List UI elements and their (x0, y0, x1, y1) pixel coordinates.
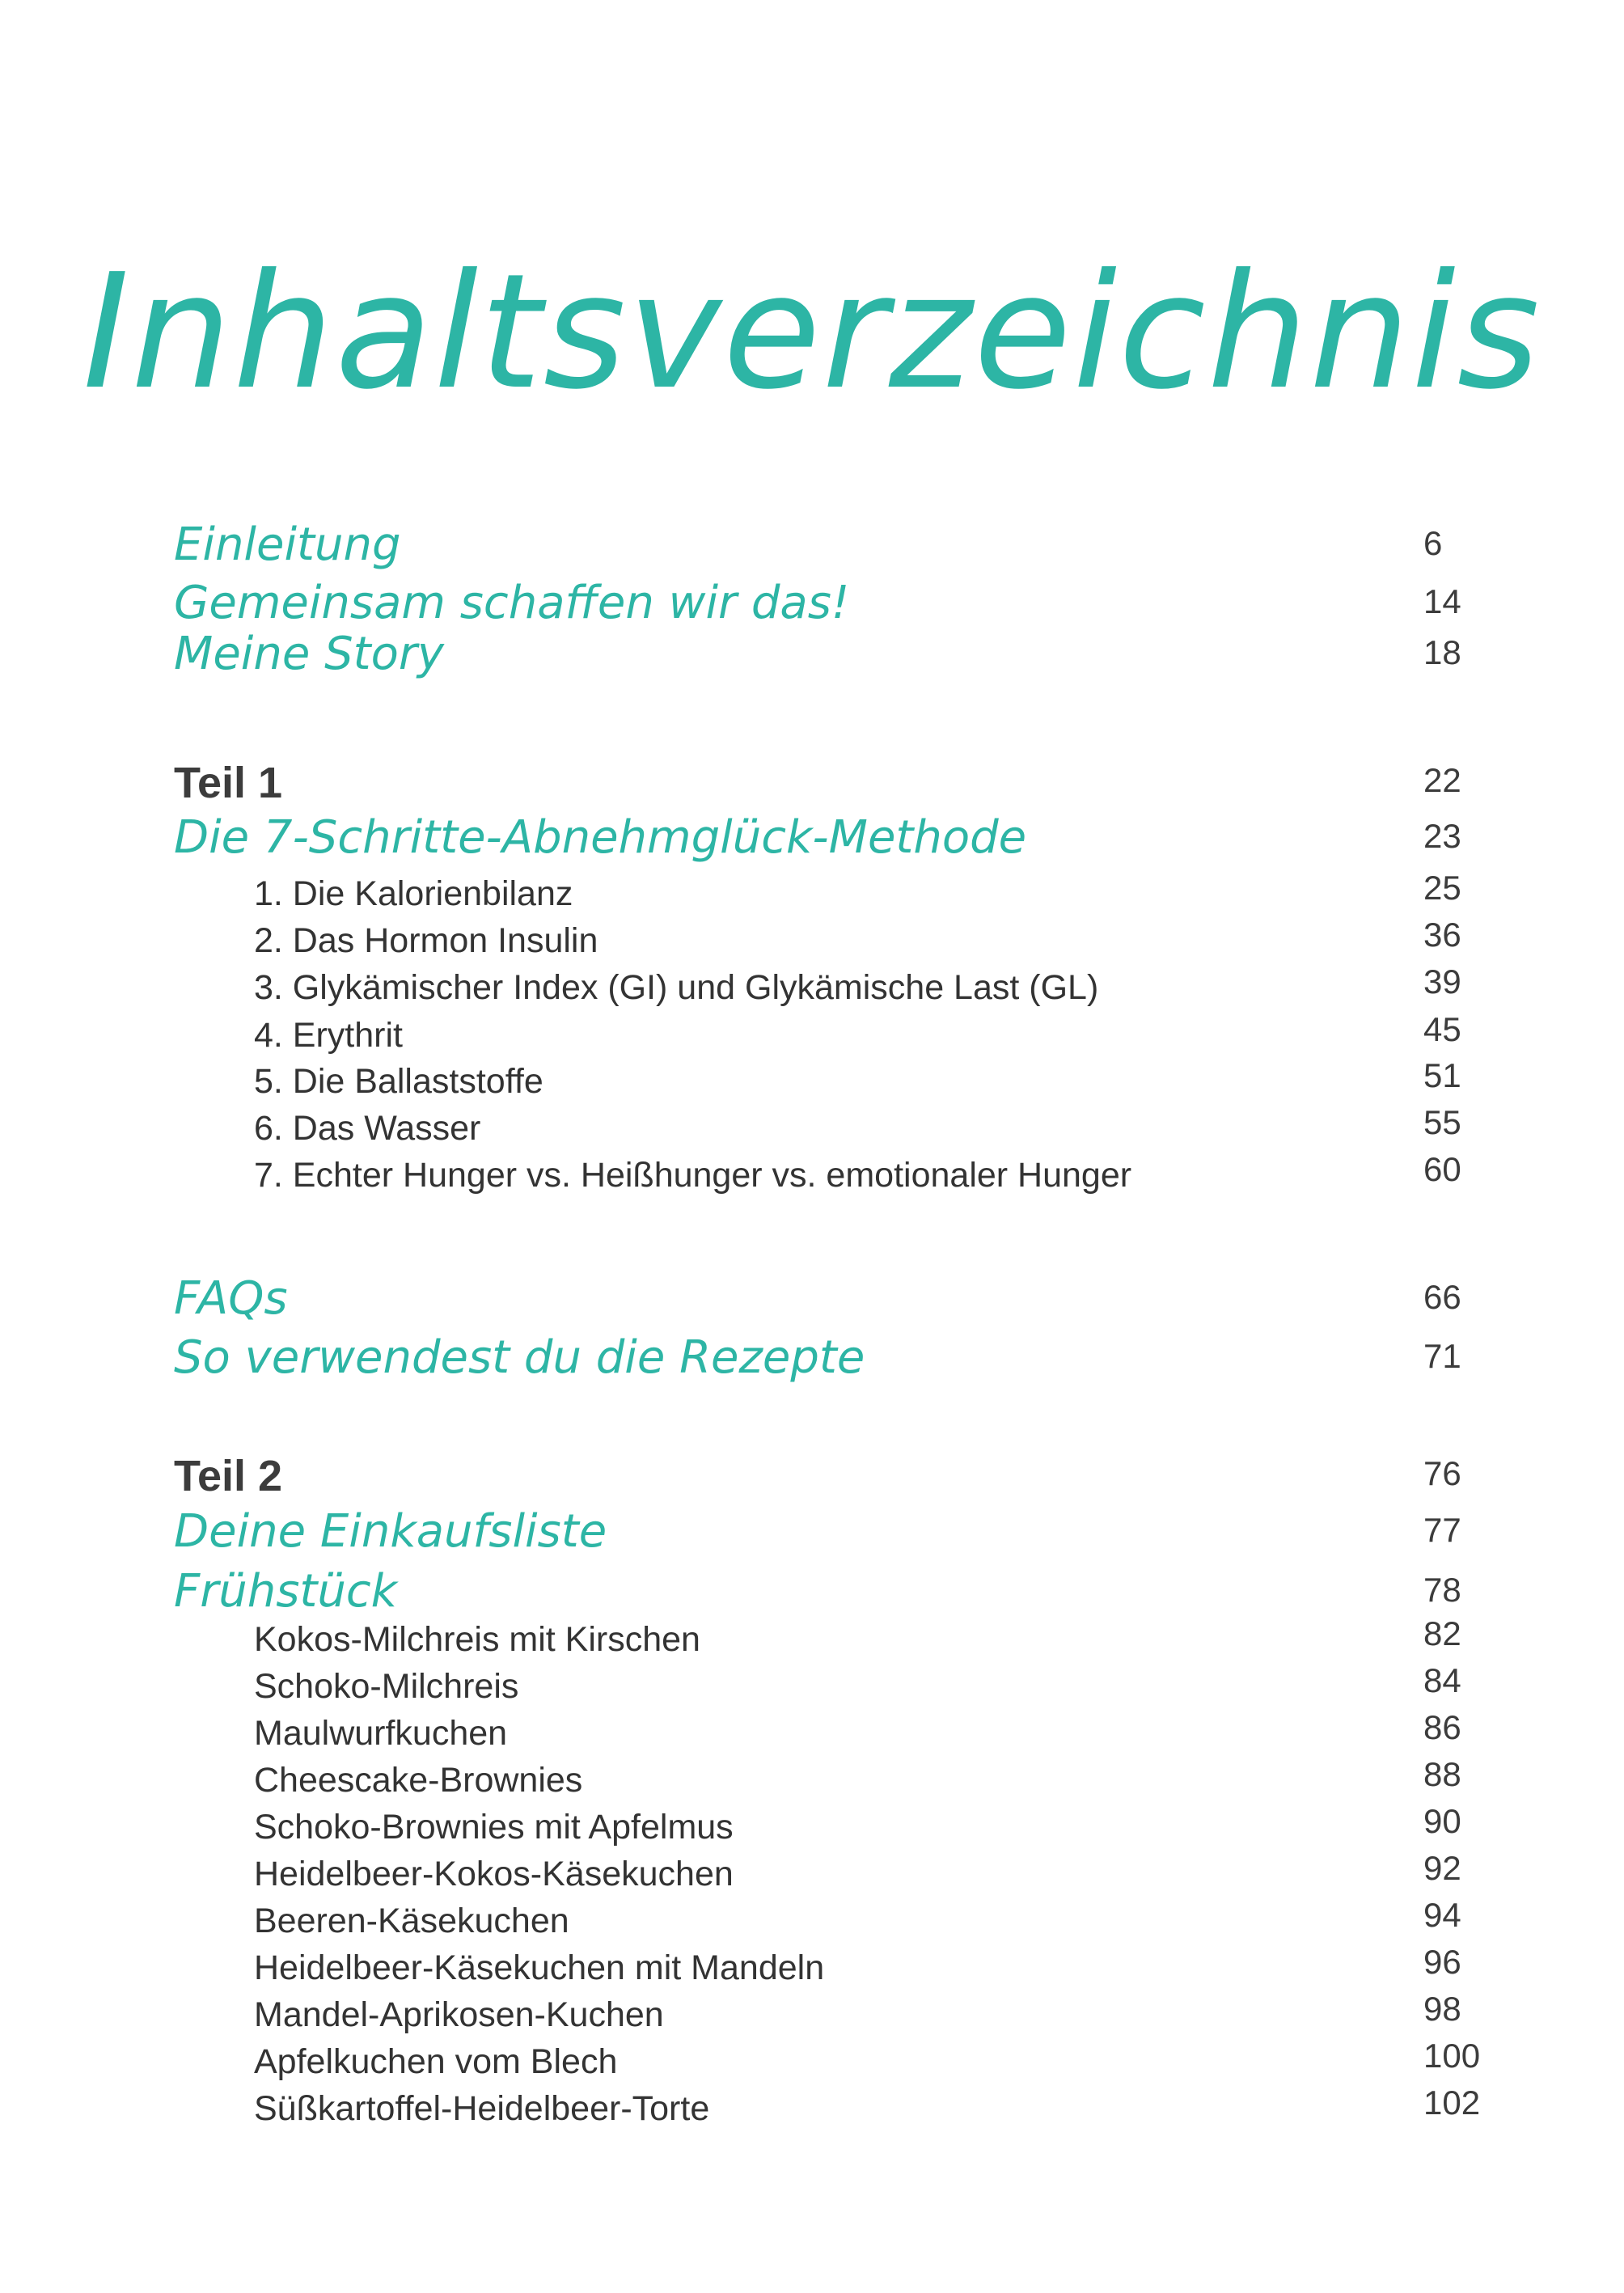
toc-entry-label: Kokos-Milchreis mit Kirschen (254, 1620, 700, 1659)
toc-entry-label: Einleitung (174, 518, 401, 571)
toc-entry-page: 39 (1423, 962, 1461, 1001)
toc-entry-page: 60 (1423, 1150, 1461, 1188)
toc-entry-label: 1. Die Kalorienbilanz (254, 874, 573, 913)
toc-entry-page: 90 (1423, 1802, 1461, 1840)
toc-entry-page: 88 (1423, 1755, 1461, 1793)
toc-entry-page: 77 (1423, 1511, 1461, 1549)
toc-entry-label: Beeren-Käsekuchen (254, 1902, 569, 1940)
toc-part-1[interactable] (0, 738, 1624, 807)
toc-entry-label: 3. Glykämischer Index (GI) und Glykämische Last (GL) (254, 968, 1099, 1007)
toc-entry-page: 76 (1423, 1454, 1461, 1492)
page-title: Inhaltsverzeichnis (82, 240, 1542, 425)
toc-entry-page: 86 (1423, 1708, 1461, 1746)
toc-entry-meine-story[interactable] (0, 611, 1624, 680)
toc-step-7[interactable] (0, 1127, 1624, 1195)
toc-entry-label: Heidelbeer-Kokos-Käsekuchen (254, 1855, 734, 1893)
toc-entry-label: 7. Echter Hunger vs. Heißhunger vs. emotionaler Hunger (254, 1156, 1132, 1195)
toc-entry-page: 23 (1423, 817, 1461, 855)
toc-entry-page: 78 (1423, 1571, 1461, 1609)
toc-entry-label: 5. Die Ballaststoffe (254, 1062, 543, 1101)
toc-entry-page: 102 (1423, 2084, 1481, 2122)
toc-entry-label: Süßkartoffel-Heidelbeer-Torte (254, 2089, 710, 2128)
toc-entry-label: Mandel-Aprikosen-Kuchen (254, 1995, 664, 2034)
toc-entry-page: 98 (1423, 1990, 1461, 2028)
toc-entry-page: 18 (1423, 633, 1461, 671)
toc-entry-label: Frühstück (174, 1565, 398, 1618)
toc-part-label: Teil 2 (174, 1452, 283, 1500)
toc-entry-page: 36 (1423, 916, 1461, 954)
toc-entry-label: So verwendest du die Rezepte (174, 1331, 865, 1384)
toc-entry-label: 2. Das Hormon Insulin (254, 921, 598, 960)
toc-entry-page: 71 (1423, 1337, 1461, 1375)
toc-entry-rezepte-verwenden[interactable] (0, 1314, 1624, 1384)
toc-entry-page: 96 (1423, 1943, 1461, 1981)
toc-entry-label: Maulwurfkuchen (254, 1714, 508, 1753)
toc-entry-page: 84 (1423, 1661, 1461, 1699)
toc-part-2[interactable] (0, 1432, 1624, 1500)
toc-entry-page: 66 (1423, 1278, 1461, 1316)
toc-entry-page: 22 (1423, 761, 1461, 799)
toc-entry-label: Meine Story (174, 628, 445, 680)
toc-entry-page: 94 (1423, 1896, 1461, 1934)
toc-entry-page: 100 (1423, 2037, 1481, 2075)
toc-entry-label: Schoko-Milchreis (254, 1667, 519, 1706)
toc-chapter-einkaufsliste[interactable] (0, 1488, 1624, 1558)
toc-entry-page: 14 (1423, 582, 1461, 620)
toc-entry-label: Cheescake-Brownies (254, 1761, 583, 1800)
toc-entry-label: Gemeinsam schaffen wir das! (174, 577, 850, 629)
toc-entry-label: Heidelbeer-Käsekuchen mit Mandeln (254, 1948, 825, 1987)
toc-entry-label: 6. Das Wasser (254, 1109, 481, 1148)
toc-entry-label: Schoko-Brownies mit Apfelmus (254, 1808, 734, 1847)
toc-entry-page: 82 (1423, 1614, 1461, 1652)
toc-entry-label: FAQs (174, 1272, 288, 1325)
toc-entry-label: Apfelkuchen vom Blech (254, 2042, 618, 2081)
toc-entry-page: 6 (1423, 524, 1443, 562)
toc-entry-label: Die 7-Schritte-Abnehmglück-Methode (174, 811, 1027, 864)
toc-entry-page: 51 (1423, 1056, 1461, 1094)
toc-part-label: Teil 1 (174, 759, 283, 807)
toc-entry-page: 55 (1423, 1103, 1461, 1141)
toc-entry-page: 25 (1423, 869, 1461, 907)
toc-entry-page: 92 (1423, 1849, 1461, 1887)
toc-entry-label: 4. Erythrit (254, 1016, 403, 1055)
toc-recipe[interactable] (0, 2061, 1624, 2126)
toc-entry-label: Deine Einkaufsliste (174, 1505, 607, 1558)
toc-entry-faqs[interactable] (0, 1255, 1624, 1325)
toc-entry-einleitung[interactable] (0, 501, 1624, 571)
toc-entry-page: 45 (1423, 1010, 1461, 1048)
